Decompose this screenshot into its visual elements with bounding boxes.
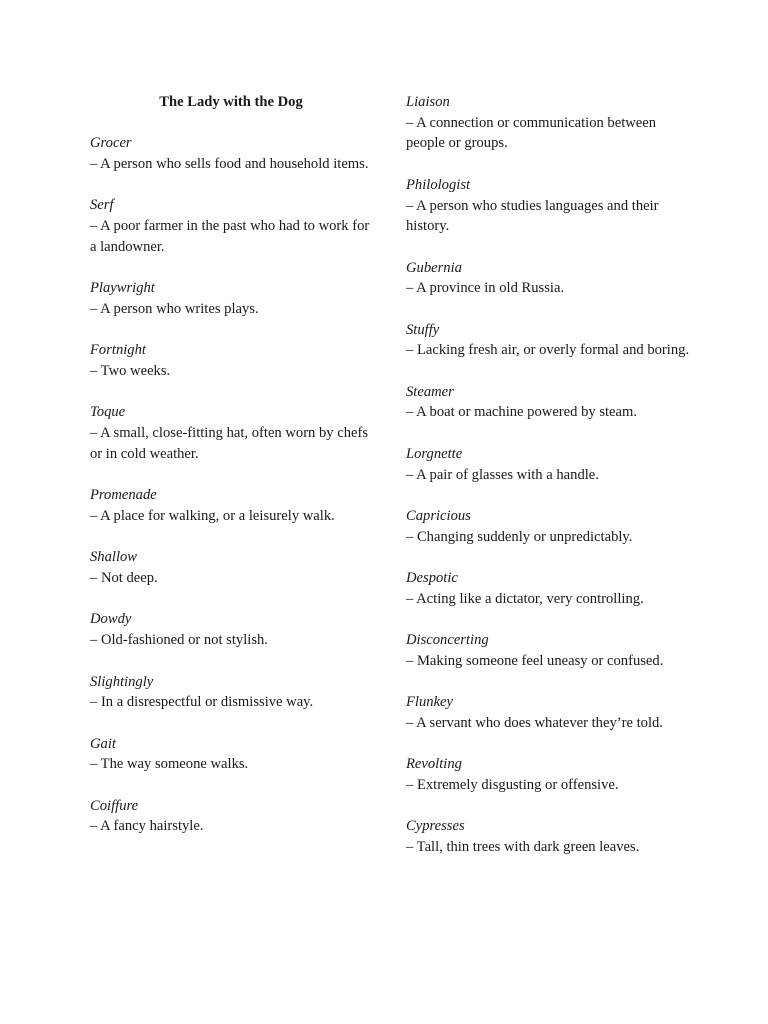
glossary-entry: [90, 485, 372, 526]
glossary-definition: – Two weeks.: [90, 363, 171, 380]
glossary-entry: [90, 796, 372, 837]
glossary-definition: – A small, close-fitting hat, often worn by chefs or in cold weather.: [90, 425, 369, 462]
glossary-definition: – A province in old Russia.: [406, 280, 565, 297]
glossary-term: Despotic: [406, 570, 458, 587]
glossary-term: Fortnight: [90, 342, 146, 359]
right-entries: [406, 92, 696, 858]
glossary-definition: – A person who writes plays.: [90, 300, 259, 317]
glossary-definition: – A poor farmer in the past who had to work for a landowner.: [90, 218, 370, 255]
glossary-definition: – A pair of glasses with a handle.: [406, 466, 599, 483]
glossary-term: Coiffure: [90, 797, 139, 814]
glossary-entry: [406, 568, 696, 609]
glossary-entry: [90, 340, 372, 381]
glossary-definition: – Changing suddenly or unpredictably.: [406, 528, 633, 545]
glossary-term: Capricious: [406, 507, 471, 524]
glossary-term: Disconcerting: [406, 632, 489, 649]
left-column: [90, 92, 372, 858]
right-column: [406, 92, 696, 879]
glossary-term: Lorgnette: [406, 445, 463, 462]
glossary-term: Philologist: [406, 176, 471, 193]
glossary-term: Steamer: [406, 383, 454, 400]
glossary-definition: – A person who sells food and household items.: [90, 156, 369, 173]
glossary-definition: – A fancy hairstyle.: [90, 818, 204, 835]
glossary-term: Cypresses: [406, 818, 465, 835]
glossary-entry: [90, 672, 372, 713]
glossary-entry: [90, 278, 372, 319]
glossary-definition: – A connection or communication between people or groups.: [406, 114, 657, 152]
glossary-term: Gubernia: [406, 259, 462, 276]
glossary-definition: – Lacking fresh air, or overly formal and boring.: [406, 342, 690, 359]
glossary-term: Liaison: [406, 94, 450, 110]
glossary-entry: [406, 175, 696, 237]
glossary-definition: – Not deep.: [90, 570, 158, 587]
glossary-entry: [406, 382, 696, 423]
glossary-definition: – A person who studies languages and their history.: [406, 197, 659, 235]
glossary-definition: – Acting like a dictator, very controlling.: [406, 590, 644, 607]
glossary-term: Playwright: [90, 280, 155, 297]
glossary-term: Serf: [90, 197, 114, 214]
glossary-definition: – A boat or machine powered by steam.: [406, 404, 638, 421]
glossary-entry: [90, 133, 372, 174]
glossary-entry: [90, 402, 372, 464]
glossary-term: Shallow: [90, 549, 138, 566]
glossary-entry: [90, 734, 372, 775]
glossary-definition: – In a disrespectful or dismissive way.: [90, 694, 314, 711]
glossary-entry: [406, 444, 696, 485]
glossary-entry: [406, 506, 696, 547]
glossary-term: Grocer: [90, 135, 132, 152]
glossary-entry: [406, 692, 696, 733]
glossary-definition: – A place for walking, or a leisurely walk.: [90, 507, 335, 524]
glossary-term: Promenade: [90, 487, 157, 504]
glossary-entry: [406, 630, 696, 671]
glossary-term: Flunkey: [406, 694, 453, 711]
glossary-definition: – Extremely disgusting or offensive.: [406, 777, 619, 794]
glossary-definition: – Tall, thin trees with dark green leaves.: [406, 839, 640, 856]
glossary-entry: [406, 754, 696, 795]
glossary-entry: [406, 816, 696, 857]
glossary-term: Dowdy: [90, 611, 132, 628]
glossary-entry: [406, 258, 696, 299]
glossary-term: Revolting: [406, 756, 462, 773]
glossary-entry: [406, 92, 696, 154]
glossary-definition: – A servant who does whatever they’re told.: [406, 714, 663, 731]
document-title: The Lady with the Dog: [159, 94, 303, 110]
glossary-term: Slightingly: [90, 673, 154, 690]
glossary-entry: [90, 547, 372, 588]
glossary-definition: – Making someone feel uneasy or confused.: [406, 652, 664, 669]
glossary-term: Toque: [90, 404, 126, 421]
glossary-entry: [90, 195, 372, 257]
glossary-term: Gait: [90, 735, 116, 752]
left-entries: [90, 133, 372, 837]
glossary-definition: – The way someone walks.: [90, 756, 249, 773]
glossary-definition: – Old-fashioned or not stylish.: [90, 632, 268, 649]
glossary-entry: [406, 320, 696, 361]
glossary-term: Stuffy: [406, 321, 440, 338]
glossary-entry: [90, 609, 372, 650]
